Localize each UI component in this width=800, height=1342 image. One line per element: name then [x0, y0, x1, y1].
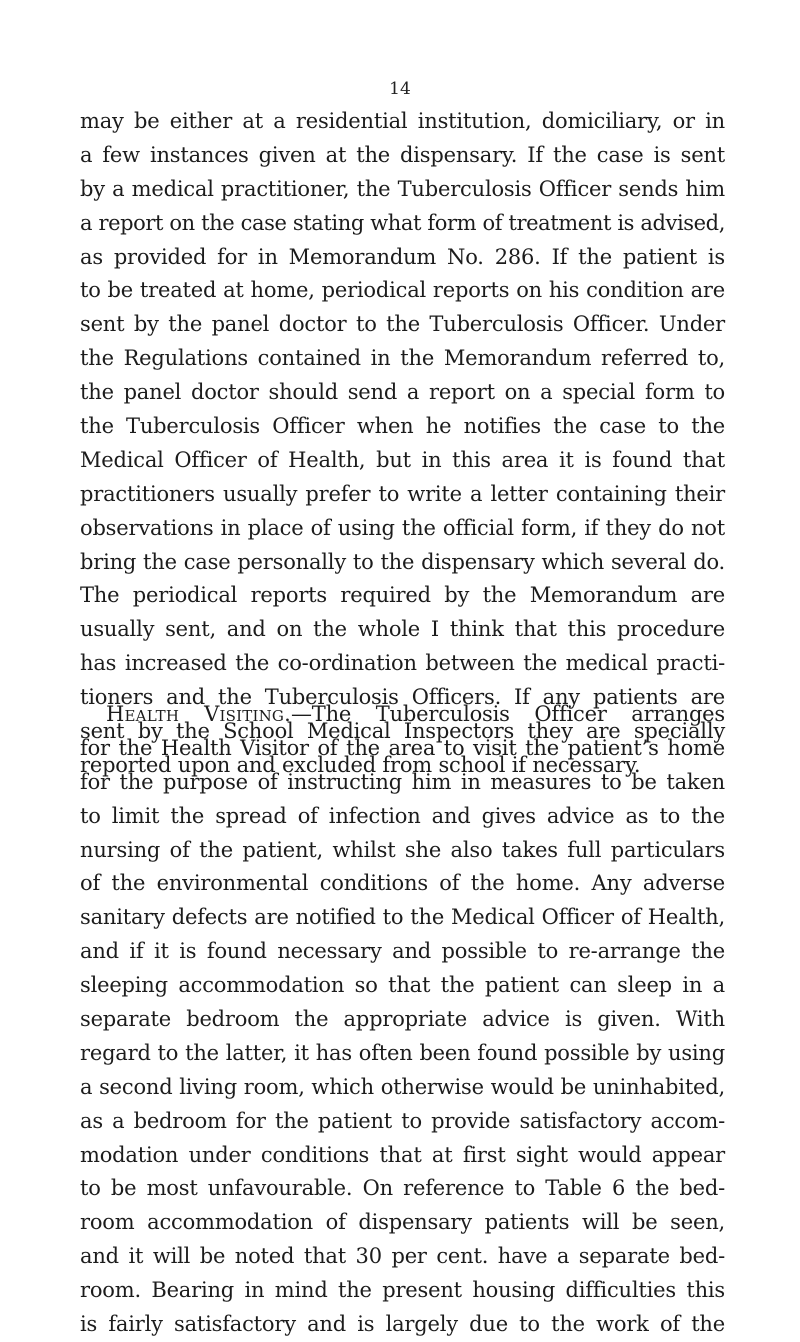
text-line: a few instances given at the dispensary. If the case is sent — [80, 142, 725, 167]
text-line: sent by the School Medical Inspectors they are specially — [80, 719, 725, 744]
text-line: is fairly satisfactory and is largely due to the work of the — [80, 1312, 725, 1337]
text-line: practitioners usually prefer to write a letter containing their — [80, 481, 725, 506]
text-line: has increased the co-ordination between the medical practi- — [80, 651, 725, 676]
text-line: and if it is found necessary and possible to re-arrange the — [80, 939, 725, 964]
text-line: the panel doctor should send a report on a special form to — [80, 380, 725, 405]
text-line: as provided for in Memorandum No. 286. If the patient is — [80, 244, 725, 269]
section-heading: Health Visiting. — [106, 702, 291, 726]
text-line: a second living room, which otherwise would be uninhabited, — [80, 1074, 725, 1099]
text-line: may be either at a residential institution, domiciliary, or in — [80, 109, 725, 133]
text-line: observations in place of using the official form, if they do not — [80, 515, 725, 540]
text-line: The periodical reports required by the Memorandum are — [80, 583, 725, 608]
text-line: the Tuberculosis Officer when he notifies the case to the — [80, 414, 725, 439]
paragraph-dispensary-treatment — [80, 105, 725, 783]
text-line: nursing of the patient, whilst she also takes full particulars — [80, 837, 725, 862]
text-line: of the environmental conditions of the home. Any adverse — [80, 871, 725, 896]
paragraph-health-visiting — [80, 698, 725, 1342]
text-line: tioners and the Tuberculosis Officers. If any patients are — [80, 685, 725, 710]
text-line: modation under conditions that at first sight would appear — [80, 1142, 725, 1167]
text-line: a report on the case stating what form of treatment is advised, — [80, 210, 725, 235]
text-line: room. Bearing in mind the present housing difficulties this — [80, 1278, 725, 1303]
text-line: by a medical practitioner, the Tuberculosis Officer sends him — [80, 176, 725, 201]
text-line: to limit the spread of infection and gives advice as to the — [80, 803, 725, 828]
text-line: bring the case personally to the dispensary which several do. — [80, 549, 725, 574]
text-line: room accommodation of dispensary patients will be seen, — [80, 1210, 725, 1235]
page-number: 14 — [389, 79, 411, 99]
paragraph-first-line — [80, 698, 725, 732]
text-line: to be most unfavourable. On reference to Table 6 the bed- — [80, 1176, 725, 1201]
text-line: separate bedroom the appropriate advice is given. With — [80, 1007, 725, 1032]
text-line: for the Health Visitor of the area to visit the patient’s home — [80, 735, 725, 760]
text-line: sanitary defects are notified to the Medical Officer of Health, — [80, 905, 725, 930]
text-line: and it will be noted that 30 per cent. have a separate bed- — [80, 1244, 725, 1269]
text-line: regard to the latter, it has often been found possible by using — [80, 1040, 725, 1065]
text-line: for the purpose of instructing him in measures to be taken — [80, 769, 725, 794]
text-line: as a bedroom for the patient to provide satisfactory accom- — [80, 1108, 725, 1133]
text-line: to be treated at home, periodical reports on his condition are — [80, 278, 725, 303]
text-line: sent by the panel doctor to the Tuberculosis Officer. Under — [80, 312, 725, 337]
text-line: reported upon and excluded from school if necessary. — [80, 752, 641, 777]
text-line: sleeping accommodation so that the patient can sleep in a — [80, 973, 725, 998]
first-line-text: —The Tuberculosis Officer arranges — [290, 702, 725, 726]
text-line: the Regulations contained in the Memorandum referred to, — [80, 346, 725, 371]
text-line: Medical Officer of Health, but in this area it is found that — [80, 447, 725, 472]
text-line: usually sent, and on the whole I think that this procedure — [80, 617, 725, 642]
